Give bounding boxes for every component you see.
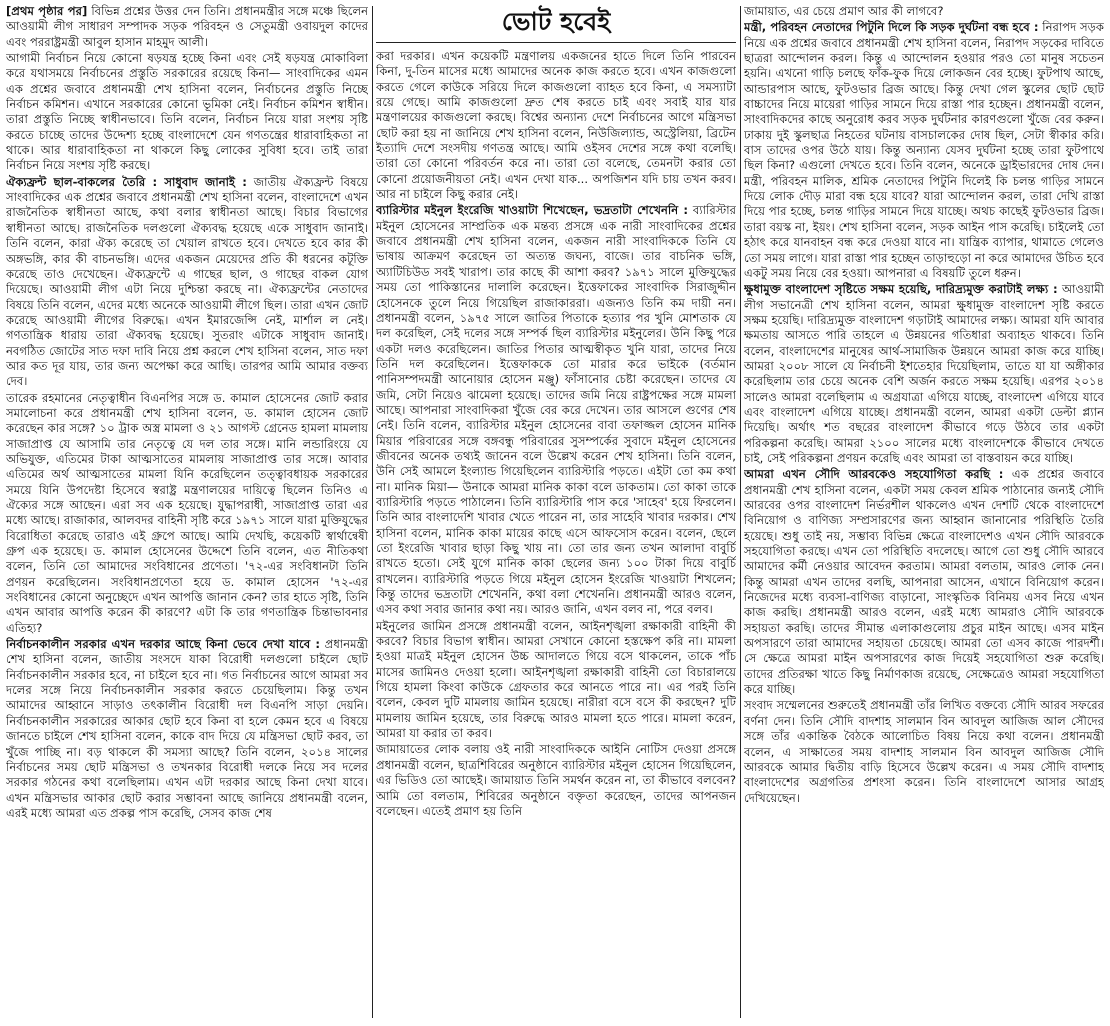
article-paragraph (6, 4, 368, 50)
article-paragraph (744, 282, 1104, 466)
article-paragraph: জামায়াত, এর চেয়ে প্রমাণ আর কী লাগবে? (744, 4, 944, 18)
headline: ভোট হবেই (376, 6, 736, 43)
paragraph-text: বিভিন্ন প্রশ্নের উত্তর দেন তিনি। প্রধানমন্ত্রীর সঙ্গে মঞ্চে ছিলেন আওয়ামী লীগ সাধারণ সম্পাদক সড়ক পরিবহন ও সেতুমন্ত্রী ওবায়দুল কাদের এবং পররাষ্ট্রমন্ত্রী আবুল হাসান মাহমুদ আলী। (6, 4, 368, 49)
article-paragraph (6, 175, 368, 390)
paragraph-text: প্রধানমন্ত্রী শেখ হাসিনা বলেন, জাতীয় সংসদে যাকা বিরোধী দলগুলো চাইলে ছোট নির্বাচনকালীন সরকার হবে, না চাইলে হবে না। গত নির্বাচনের আগে আমরা সব দলের সঙ্গে নিয়ে নির্বাচনকালীন সরকার করতে চেয়েছিলাম। কিন্তু তখন আমাদের আহ্বানে সাড়াও তৎকালীন বিরোধী দল বিএনপি সাড়া দেয়নি। নির্বাচনকালীন সরকারের আকার ছোট হবে কিনা বা হলে কেমন হবে এ বিষয়ে জানতে চাইলে শেখ হাসিনা বলেন, কাকে বাদ দিয়ে যে মন্ত্রিসভা ছোট করব, তা খুঁজে পাচ্ছি না। বড় থাকলে কী সমস্যা আছে? তিনি বলেন, ২০১৪ সালের নির্বাচনের সময় ছোট মন্ত্রিসভা ও তখনকার বিরোধী দলকে নিয়ে সব দলের সরকার গঠনের কথা বলেছিলাম। এখন এটা দরকার আছে কিনা দেখা যাবে। এখন মন্ত্রিসভার আকার ছোট করার সম্ভাবনা আছে জানিয়ে প্রধানমন্ত্রী বলেন, এরই মধ্যে আমরা এত প্রকল্প পাস করেছি, সেসব কাজ শেষ (6, 637, 368, 820)
paragraph-text: জাতীয় ঐক্যফ্রন্ট বিষয়ে সাংবাদিকের এক প্রশ্নের জবাবে প্রধানমন্ত্রী শেখ হাসিনা বলেন, বাংলাদেশে এখন রাজনৈতিক স্বাধীনতা আছে, কথা বলার স্বাধীনতা আছে। বিচার বিভাগের স্বাধীনতা আছে। রাজনৈতিক দলগুলো ঐক্যবদ্ধ হয়েছে একে সাধুবাদ জানাই। তিনি বলেন, কারা ঐক্য করেছে তা খেয়াল রাখতে হবে। দেখতে হবে কার কী অঙ্গভঙ্গি, কার কী বাচনভঙ্গি। এদের একজন মেয়েদের প্রতি কী ধরনের কটূক্তি করেছে তাও দেখেছেন। ঐক্যফ্রন্টে এ গাছের ছাল, ও গাছের বাকল যোগ দিয়েছে। আওয়ামী লীগ এটা নিয়ে দুশ্চিন্তা করছে না। ঐক্যফ্রন্টের নেতাদের বিষয়ে তিনি বলেন, এদের মধ্যে অনেকে আওয়ামী লীগে ছিল। তারা এখন জোট করেছে আওয়ামী লীগের বিরুদ্ধে। এখন ইমারজেন্সি নেই, মার্শাল ল নেই। গণতান্ত্রিক ধারায় তারা ঐক্যবদ্ধ হয়েছে। সুতরাং এটাকে সাধুবাদ জানাই। নবগঠিত জোটের সাত দফা দাবি নিয়ে প্রশ্ন করলে শেখ হাসিনা বলেন, সাত দফা আর কত দূর যায়, তার জন্য অপেক্ষা করে আছি। তারপর আমি আমার বক্তব্য দেব। (6, 174, 368, 389)
article-paragraph (6, 637, 368, 821)
article-paragraph (744, 20, 1104, 281)
subheading: ক্ষুধামুক্ত বাংলাদেশ সৃষ্টিতে সক্ষম হয়েছি, দারিদ্র্যমুক্ত করাটাই লক্ষ্য : (744, 282, 1058, 297)
column-left (6, 4, 368, 1020)
article-paragraph: জামায়াতের লোক বলায় ওই নারী সাংবাদিককে আইনি নোটিস দেওয়া প্রসঙ্গে প্রধানমন্ত্রী বলেন, ছাত্রশিবিরের অনুষ্ঠানে ব্যারিস্টার মইনুল হোসেন গিয়েছিলেন, এর ভিডিও তো আছেই। জামায়াত তিনি সমর্থন করেন না, তা কীভাবে বলবেন? আমি তো বলতাম, শিবিরের অনুষ্ঠানে বক্তৃতা করেছেন, তাদের আপনজন বলেছেন। এতেই প্রমাণ হয় তিনি (376, 742, 736, 818)
subheading: ঐক্যফ্রন্ট ছাল-বাকলের তৈরি : সাধুবাদ জানাই : (6, 174, 247, 189)
article-paragraph: করা দরকার। এখন কয়েকটি মন্ত্রণালয় একজনের হাতে দিলে তিনি পারবেন কিনা, দু-তিন মাসের মধ্যে আমাদের অনেক কাজ করতে হবে। এখন কাজগুলো করতে গেলে কাউকে সরিয়ে দিলে কাজগুলো ব্যাহত হবে কিনা, এ সমস্যাটা রয়ে গেছে। আমি কাজগুলো দ্রুত শেষ করতে চাই এবং সবাই যার যার মন্ত্রণালয়ের কাজগুলো করছে। বিশ্বের অন্যান্য দেশে নির্বাচনের আগে মন্ত্রিসভা ছোট করা হয় না জানিয়ে শেখ হাসিনা বলেন, নিউজিল্যান্ড, অস্ট্রেলিয়া, ব্রিটেন ইত্যাদি দেশে সংসদীয় গণতন্ত্র আছে। আমি ওইসব দেশের সঙ্গে কথা বলেছি। তারা তো কোনো পরিবর্তন করে না। তারা তো বলেছে, তেমনটা করার তো কোনো প্রয়োজনীয়তা নেই। এখন দেখা যাক... অপজিশন যদি চায় তখন করব। আর না চাইলে কিছু করার নেই। (376, 49, 736, 202)
subheading: নির্বাচনকালীন সরকার এখন দরকার আছে কিনা ভেবে দেখা যাবে : (6, 637, 320, 652)
article-paragraph: সংবাদ সম্মেলনের শুরুতেই প্রধানমন্ত্রী তাঁর লিখিত বক্তব্যে সৌদি আরব সফরের বর্ণনা দেন। তিনি সৌদি বাদশাহ সালমান বিন আবদুল আজিজ আল সৌদের সঙ্গে তাঁর একান্তিক বৈঠকে আলোচিত বিষয় নিয়ে কথা বলেন। প্রধানমন্ত্রী বলেন, এ সাক্ষাতের সময় বাদশাহ সালমান বিন আবদুল আজিজ সৌদি আরবকে আমার দ্বিতীয় বাড়ি হিসেবে উল্লেখ করেন। এ সময় সৌদি বাদশাহ বাংলাদেশের অগ্রগতির প্রশংসা করেন। তিনি বাংলাদেশে আসার আগ্রহ দেখিয়েছেন। (744, 698, 1104, 805)
column-right (744, 4, 1104, 1020)
paragraph-text: ব্যারিস্টার মইনুল হোসেনের সাম্প্রতিক এক মন্তব্য প্রসঙ্গে এক নারী সাংবাদিকের প্রশ্নের জবাবে প্রধানমন্ত্রী শেখ হাসিনা বলেন, একজন নারী সাংবাদিককে তিনি যে ভাষায় আক্রমণ করেছেন তা অত্যন্ত জঘন্য, বাজে। তার বাচনিক ভঙ্গি, অ্যাটিচিউড সবই খারাপ। তার কাছে কী আশা করব? ১৯৭১ সালে মুক্তিযুদ্ধের সময় তো পাকিস্তানের দালালি করেছেন। ইত্তেফাকের সাংবাদিক সিরাজুদ্দীন হোসেনকে তুলে নিয়ে গিয়েছিল রাজাকাররা। এজন্যও তিনি কম দায়ী নন। প্রধানমন্ত্রী বলেন, ১৯৭৫ সালে জাতির পিতাকে হত্যার পর খুনি মোশতাক যে দল করেছিল, সেই দলের সঙ্গে সম্পর্ক ছিল ব্যারিস্টার মইনুলের। উনি কিছু পরে একটা দলও করেছিলেন। জাতির পিতার আত্মস্বীকৃত খুনি যারা, তাদের নিয়ে তিনি দল করেছিলেন। ইত্তেফাককে তো মারার করে ভাইকে (বর্তমান পানিসম্পদমন্ত্রী আনোয়ার হোসেন মঞ্জু) ফাঁসানোর চেষ্টা করেছেন। তাদের যে জমি, সেটা নিয়েও ঝামেলা হয়েছে। তাদের জমি নিয়ে রাষ্ট্রপক্ষের সঙ্গে মামলা আছে। আপনারা সাংবাদিকরা খুঁজে বের করে দেখেন। তার আসলে গুণের শেষ নেই। তিনি বলেন, ব্যারিস্টার মইনুল হোসেনের বাবা তফাজ্জল হোসেন মানিক মিয়ার পরিবারের সঙ্গে বঙ্গবন্ধু পরিবারের সুসম্পর্কের সুবাদে মইনুল হোসেনের জীবনের অনেক তথ্যই জানেন বলে উল্লেখ করেন শেখ হাসিনা। তিনি বলেন, উনি সেই আমলে ইংল্যান্ড গিয়েছিলেন ব্যারিস্টারি পড়তে। এইটা তো কম কথা না। মানিক মিয়া— উনাকে আমরা মানিক কাকা বলে ডাকতাম। তো কাকা তাকে ব্যারিস্টারি পড়তে পাঠালেন। তিনি ব্যারিস্টারি পাস করে 'সাহেব' হয়ে ফিরলেন। তিনি আর বাংলাদেশি খাবার খেতে পারেন না, তার সাহেবি খাবার দরকার। শেখ হাসিনা বলেন, মানিক কাকা মায়ের কাছে এসে আফসোস করেন। বলেন, ছেলে তো ইংরেজি খাবার ছাড়া কিছু খায় না। তো তার জন্য তখন আলাদা বাবুর্চি রাখতে হতো। সেই যুগে মানিক কাকা ছেলের জন্য ১০০ টাকা দিয়ে বাবুর্চি রাখলেন। ব্যারিস্টারি পড়তে গিয়ে মইনুল হোসেন ইংরেজি খাওয়াটা শিখলেন; কিন্তু তাদের ভদ্রতাটা শেখেননি, কথা বলা শেখেননি। প্রধানমন্ত্রী আরও বলেন, এসব কথা সবার জানার কথা নয়। আরও জানি, এখন বলব না, পরে বলব। (376, 203, 736, 617)
paragraph-text: নিরাপদ সড়ক নিয়ে এক প্রশ্নের জবাবে প্রধানমন্ত্রী শেখ হাসিনা বলেন, নিরাপদ সড়কের দাবিতে ছাত্ররা আন্দোলন করল। কিন্তু এ আন্দোলন হওয়ার পরও তো মানুষ সচেতন হয়নি। এখনো গাড়ি চলছে ফাঁক-ফুক দিয়ে লোকজন বের হচ্ছে। ফুটপাথ আছে, আন্ডারপাস আছে, ফুটওভার ব্রিজ আছে। কিন্তু দেখা গেল স্কুলের ছোট ছোট বাচ্চাদের নিয়ে মায়েরা গাড়ির সামনে দিয়ে রাস্তা পার হচ্ছেন। প্রধানমন্ত্রী বলেন, সাংবাদিকদের কাছে অনুরোধ করব সড়ক দুর্ঘটনার কারণগুলো খুঁজে বের করুন। ঢাকায় দুই স্কুলছাত্র নিহতের ঘটনায় বাসচালকের দোষ ছিল, সেটা স্বীকার করি। বাস তাদের ওপর উঠে যায়। কিন্তু অন্যান্য যেসব দুর্ঘটনা হচ্ছে তারা ফুটপাথে ছিল কিনা? এগুলো দেখতে হবে। তিনি বলেন, অনেকে ড্রাইভারদের দোষ দেন। মন্ত্রী, পরিবহন মালিক, শ্রমিক নেতাদের পিটুনি দিলেই কি চলন্ত গাড়ির সামনে দিয়ে লোক দৌড় মারা বন্ধ হয়ে যাবে? যারা আন্দোলন করল, তারা দেখি রাস্তা দিয়ে পার হচ্ছে, চলন্ত গাড়ির সামনে দিয়ে যাচ্ছে। অথচ কাছেই ফুটওভার ব্রিজ। তারা বয়স্ক না, ইয়ং। শেখ হাসিনা বলেন, সড়ক আইন পাস করেছি। চাইলেই তো হঠাৎ করে যানবাহন বন্ধ করে দেওয়া যাবে না। যান্ত্রিক ব্যাপার, থামাতে গেলেও তো সময় লাগে। যারা রাস্তা পার হচ্ছেন তাড়াহুড়ো না করে আমাদের উচিত হবে একটু সময় নিয়ে বের হওয়া। আপনারা এ বিষয়টি তুলে ধরুন। (744, 20, 1104, 280)
column-divider (740, 6, 741, 1018)
article-paragraph: আগামী নির্বাচন নিয়ে কোনো ষড়যন্ত্র হচ্ছে কিনা এবং সেই ষড়যন্ত্র মোকাবিলা করে যথাসময়ে নির্বাচনের প্রস্তুতি সরকারের রয়েছে কিনা— সাংবাদিকের এমন এক প্রশ্নের জবাবে প্রধানমন্ত্রী শেখ হাসিনা বলেন, নির্বাচনের প্রস্তুতি নিচ্ছে নির্বাচন কমিশন। এখানে সরকারের কোনো ভূমিকা নেই। নির্বাচন কমিশন স্বাধীন। তারা প্রস্তুতি নিচ্ছে স্বাধীনভাবে। তিনি বলেন, নির্বাচন নিয়ে যারা সংশয় সৃষ্টি করতে চাচ্ছে তাদের উদ্দেশ্য হচ্ছে বাংলাদেশে যেন গণতন্ত্রের ধারাবাহিকতা না থাকে। আর ধারাবাহিকতা না থাকলে কিছু লোকের সুবিধা হবে। তাই তারা নির্বাচন নিয়ে সংশয় সৃষ্টি করছে। (6, 51, 368, 173)
column-middle (376, 4, 736, 1020)
article-paragraph: তারেক রহমানের নেতৃত্বাধীন বিএনপির সঙ্গে ড. কামাল হোসেনের জোট করার সমালোচনা করে প্রধানমন্ত্রী শেখ হাসিনা বলেন, ড. কামাল হোসেন জোট করেছেন কার সঙ্গে? ১০ ট্রাক অস্ত্র মামলা ও ২১ আগস্ট গ্রেনেড হামলা মামলায় সাজাপ্রাপ্ত যে আসামি তার নেতৃত্বে যে দল তার সঙ্গে। মানি লন্ডারিংয়ে যে অভিযুক্ত, এতিমের টাকা আত্মসাতের মামলায় সাজাপ্রাপ্ত তার সঙ্গে। আবার এতিমের অর্থ আত্মসাতের মামলা যিনি করেছিলেন তত্ত্বাবধায়ক সরকারের সময়ে যিনি উপদেষ্টা হিসেবে স্বরাষ্ট্র মন্ত্রণালয়ের দায়িত্বে ছিলেন তিনিও এ ঐক্যের সঙ্গে আছেন। এরা সব এক হয়েছে। যুদ্ধাপরাধী, সাজাপ্রাপ্ত তারা এর মধ্যে আছে। রাজাকার, আলবদর বাহিনী সৃষ্টি করে ১৯৭১ সালে যারা মুক্তিযুদ্ধের বিরোধিতা করেছে তারাও এই গ্রুপে আছে। আমি দেখছি, কয়েকটি স্বার্থান্বেষী গ্রুপ এক হয়েছে। ড. কামাল হোসেনের উদ্দেশে তিনি বলেন, এত নীতিকথা বলেন, তিনি তো আমাদের সংবিধানের প্রণেতা। '৭২-এর সংবিধানটা তিনি প্রণয়ন করেছিলেন। সংবিধানপ্রণেতা হয়ে ড. কামাল হোসেন '৭২-এর সংবিধানের কোনো অনুচ্ছেদে এখন আপত্তি জানান কেন? তার হাতে সৃষ্টি, তিনি এখন আবার আপত্তি করেন কী কারণে? এটা কি তার গণতান্ত্রিক চিন্তাভাবনার এতিহ্য? (6, 390, 368, 635)
subheading: ব্যারিস্টার মইনুল ইংরেজি খাওয়াটা শিখেছেন, ভদ্রতাটা শেখেননি : (376, 203, 688, 218)
paragraph-text: এক প্রশ্নের জবাবে প্রধানমন্ত্রী শেখ হাসিনা বলেন, একটা সময় কেবল শ্রমিক পাঠানোর জন্যই সৌদি আরবের ওপর বাংলাদেশ নির্ভরশীল থাকলেও এখন দেশটি থেকে বাংলাদেশে বিনিয়োগ ও বাণিজ্য সম্প্রসারণের জন্য আহ্বান জানানোর পরিস্থিতি তৈরি হয়েছে। শুধু তাই নয়, সম্ভাব্য বিভিন্ন ক্ষেত্রে বাংলাদেশও এখন সৌদি আরবকে সহযোগিতা করছে। এখন তো পরিস্থিতি বদলেছে। আগে তো শুধু সৌদি আরবে আমাদের কর্মী নেওয়ার আবেদন করতাম। আমরা বলতাম, আরও লোক নেন। কিন্তু আমরা এখন তাদের বলছি, আপনারা আসেন, এখানে বিনিয়োগ করেন। নিজেদের মধ্যে ব্যবসা-বাণিজ্য বাড়ানো, সাংস্কৃতিক বিনিময় এসব নিয়ে এখন কাজ করছি। প্রধানমন্ত্রী আরও বলেন, এরই মধ্যে আমরাও সৌদি আরবকে সহায়তা করছি। তাদের সীমান্ত এলাকাগুলোয় প্রচুর মাইন আছে। এসব মাইন অপসারণে তারা আমাদের সহায়তা চেয়েছে। আমরা তো এসব কাজে পারদর্শী। সে ক্ষেত্রে আমরা মাইন অপসারণের কাজ দিয়েই সহযোগিতা শুরু করেছি। তাদের প্রতিরক্ষা খাতে কিছু নির্মাণকাজ রয়েছে, সেক্ষেত্রেও আমরা সহযোগিতা করে যাচ্ছি। (744, 467, 1104, 697)
article-paragraph: মইনুলের জামিন প্রসঙ্গে প্রধানমন্ত্রী বলেন, আইনশৃঙ্খলা রক্ষাকারী বাহিনী কী করবে? বিচার বিভাগ স্বাধীন। আমরা সেখানে কোনো হস্তক্ষেপ করি না। মামলা হওয়া মাত্রই মইনুল হোসেন উচ্চ আদালতে গিয়ে বসে থাকলেন, তাকে পাঁচ মাসের জামিনও দেওয়া হলো। আইনশৃঙ্খলা রক্ষাকারী বাহিনী তো বিচারালয়ে গিয়ে হামলা কিংবা কাউকে গ্রেফতার করে আনতে পারে না। এর পরই তিনি বলেন, কেবল দুটি মামলায় জামিন হয়েছে। নারীরা বসে বসে কী করছেন? দুটি মামলায় জামিন হয়েছে, তার বিরুদ্ধে আরও মামলা হতে পারে। মামলা করেন, আমরা যা করার তা করব। (376, 618, 736, 741)
article-paragraph (744, 467, 1104, 697)
subheading: মন্ত্রী, পরিবহন নেতাদের পিটুনি দিলে কি সড়ক দুর্ঘটনা বন্ধ হবে : (744, 20, 1039, 35)
jump-reference: [প্রথম পৃষ্ঠার পর] (6, 4, 88, 18)
column-divider (372, 6, 373, 1018)
subheading: আমরা এখন সৌদি আরবকেও সহযোগিতা করছি : (744, 467, 1004, 482)
article-paragraph (376, 203, 736, 617)
paragraph-text: আওয়ামী লীগ সভানেত্রী শেখ হাসিনা বলেন, আমরা ক্ষুধামুক্ত বাংলাদেশ সৃষ্টি করতে সক্ষম হয়েছি। দারিদ্র্যমুক্ত বাংলাদেশ গড়াটাই আমাদের লক্ষ্য। আমরা যদি আবার ক্ষমতায় আসতে পারি তাহলে এ উন্নয়নের গতিধারা অব্যাহত থাকবে। তিনি বলেন, বাংলাদেশের মানুষের আর্থ-সামাজিক উন্নয়নে আমরা কাজ করে যাচ্ছি। আমরা ২০০৮ সালে যে নির্বাচনী ইশতেহার দিয়েছিলাম, তাতে যা যা অঙ্গীকার করেছিলাম তার চেয়ে অনেক বেশি অর্জন করতে সক্ষম হয়েছি। এরপর ২০১৪ সালেও আমরা বলেছিলাম এ অগ্রযাত্রা এগিয়ে যাচ্ছে, বাংলাদেশ এগিয়ে যাবে এবং বাংলাদেশ এগিয়ে যাচ্ছে। প্রধানমন্ত্রী বলেন, আমরা একটা ডেল্টা প্ল্যান দিয়েছি। অর্থাৎ শত বছরের বাংলাদেশ কীভাবে গড়ে উঠবে তার একটা পরিকল্পনা করেছি। আমরা ২১০০ সালের মধ্যে বাংলাদেশকে কীভাবে দেখতে চাই, সেই পরিকল্পনা প্রণয়ন করেছি এবং আমরা তা বাস্তবায়ন করে যাচ্ছি। (744, 282, 1104, 465)
